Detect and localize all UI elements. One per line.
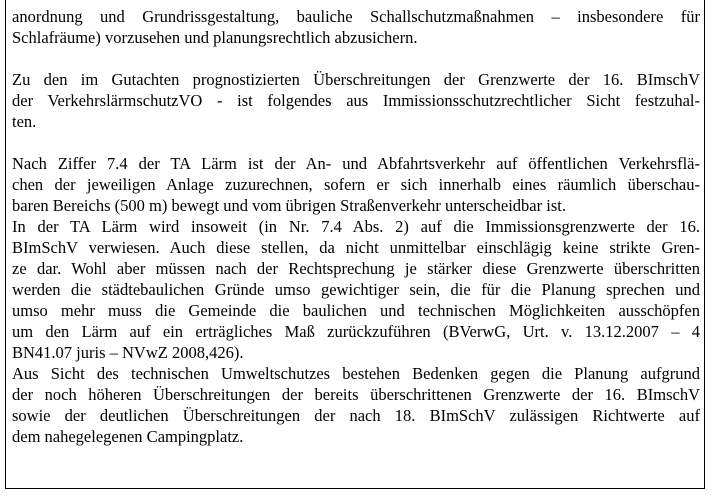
text-line: um den Lärm auf ein erträgliches Maß zurückzuführen (BVerwG, Urt. v. 13.12.2007 – 4 — [12, 322, 700, 341]
text-line: Aus Sicht des technischen Umweltschutzes bestehen Bedenken gegen die Planung aufgrund — [12, 364, 700, 383]
paragraph-soundproofing — [12, 6, 700, 48]
text-line: Schlafräume) vorzusehen und planungsrechtlich abzusichern. — [12, 28, 418, 47]
text-line: In der TA Lärm wird insoweit (in Nr. 7.4 Abs. 2) auf die Immissionsgrenzwerte der 16. — [12, 217, 700, 236]
text-line: umso mehr muss die Gemeinde die baulichen und technischen Möglichkeiten ausschöpfen — [12, 301, 700, 320]
text-line: sowie der deutlichen Überschreitungen der nach 18. BImSchV zulässigen Richtwerte auf — [12, 406, 700, 425]
paragraph-ta-laerm — [12, 153, 700, 447]
text-line: chen der jeweiligen Anlage zuzurechnen, sofern er sich innerhalb eines räumlich überschau- — [12, 175, 700, 194]
text-line: BN41.07 juris – NVwZ 2008,426). — [12, 343, 244, 362]
text-line: der noch höheren Überschreitungen der bereits überschrittenen Grenzwerte der 16. BImschV — [12, 385, 700, 404]
text-line: baren Bereichs (500 m) bewegt und vom übrigen Straßenverkehr unterscheidbar ist. — [12, 196, 566, 215]
text-line: Zu den im Gutachten prognostizierten Überschreitungen der Grenzwerte der 16. BImschV — [12, 70, 700, 89]
text-line: Nach Ziffer 7.4 der TA Lärm ist der An- und Abfahrtsverkehr auf öffentlichen Verkehrsflä- — [12, 154, 700, 173]
text-line: ten. — [12, 112, 37, 131]
text-line: BImSchV verwiesen. Auch diese stellen, da nicht unmittelbar einschlägig keine strikte Gren- — [12, 238, 700, 257]
text-line: anordnung und Grundrissgestaltung, bauliche Schallschutzmaßnahmen – insbesondere für — [12, 7, 700, 26]
document-body — [12, 6, 700, 447]
paragraph-gap — [12, 132, 700, 153]
paragraph-gap — [12, 48, 700, 69]
paragraph-limit-exceedance — [12, 69, 700, 132]
text-line: dem nahegelegenen Campingplatz. — [12, 427, 244, 446]
text-line: werden die städtebaulichen Gründe umso gewichtiger sein, die für die Planung sprechen und — [12, 280, 700, 299]
text-line: der VerkehrslärmschutzVO - ist folgendes aus Immissionsschutzrechtlicher Sicht festzuhal- — [12, 91, 700, 110]
text-line: ze dar. Wohl aber müssen nach der Rechtsprechung je stärker diese Grenzwerte überschritten — [12, 259, 700, 278]
